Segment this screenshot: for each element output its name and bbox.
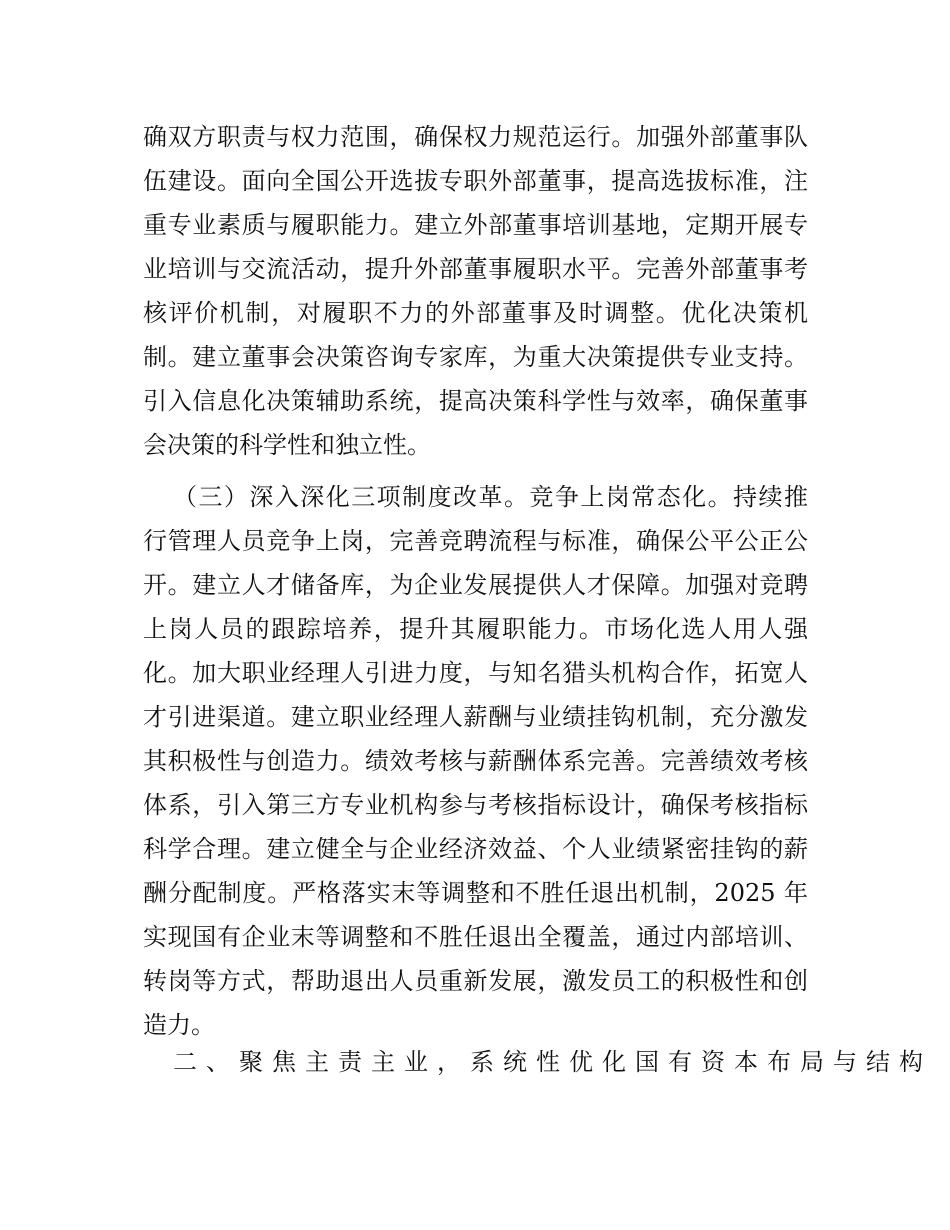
text-line: 造力。 [143, 1011, 215, 1039]
section-heading [143, 1040, 932, 1084]
text-line: 引入信息化决策辅助系统，提高决策科学性与效率，确保董事 [143, 387, 808, 415]
text-line: 核评价机制，对履职不力的外部董事及时调整。优化决策机 [143, 299, 808, 327]
text-line: 确双方职责与权力范围，确保权力规范运行。加强外部董事队 [143, 123, 808, 151]
text-line: 实现国有企业末等调整和不胜任退出全覆盖，通过内部培训、 [143, 923, 808, 951]
text-line: （三）深入深化三项制度改革。竞争上岗常态化。持续推 [173, 483, 808, 511]
text-line: 科学合理。建立健全与企业经济效益、个人业绩紧密挂钩的薪 [143, 835, 808, 863]
text-line: 转岗等方式，帮助退出人员重新发展，激发员工的积极性和创 [143, 967, 808, 995]
text-line: 业培训与交流活动，提升外部董事履职水平。完善外部董事考 [143, 255, 808, 283]
text-line: 才引进渠道。建立职业经理人薪酬与业绩挂钩机制，充分激发 [143, 703, 808, 731]
text-line: 伍建设。面向全国公开选拔专职外部董事，提高选拔标准，注 [143, 167, 808, 195]
section-heading-text: 二、聚焦主责主业，系统性优化国有资本布局与结构 [173, 1048, 932, 1076]
text-line: 其积极性与创造力。绩效考核与薪酬体系完善。完善绩效考核 [143, 747, 808, 775]
text-line: 体系，引入第三方专业机构参与考核指标设计，确保考核指标 [143, 791, 808, 819]
text-line: 重专业素质与履职能力。建立外部董事培训基地，定期开展专 [143, 211, 808, 239]
paragraph-three-systems-reform [143, 475, 808, 1047]
text-line: 化。加大职业经理人引进力度，与知名猎头机构合作，拓宽人 [143, 659, 808, 687]
paragraph-board-decision [143, 115, 808, 467]
text-line: 行管理人员竞争上岗，完善竞聘流程与标准，确保公平公正公 [143, 527, 808, 555]
text-line: 酬分配制度。严格落实末等调整和不胜任退出机制，2025 年 [143, 879, 808, 907]
text-line: 会决策的科学性和独立性。 [143, 431, 431, 459]
text-line: 制。建立董事会决策咨询专家库，为重大决策提供专业支持。 [143, 343, 808, 371]
text-line: 上岗人员的跟踪培养，提升其履职能力。市场化选人用人强 [143, 615, 808, 643]
text-line: 开。建立人才储备库，为企业发展提供人才保障。加强对竞聘 [143, 571, 808, 599]
